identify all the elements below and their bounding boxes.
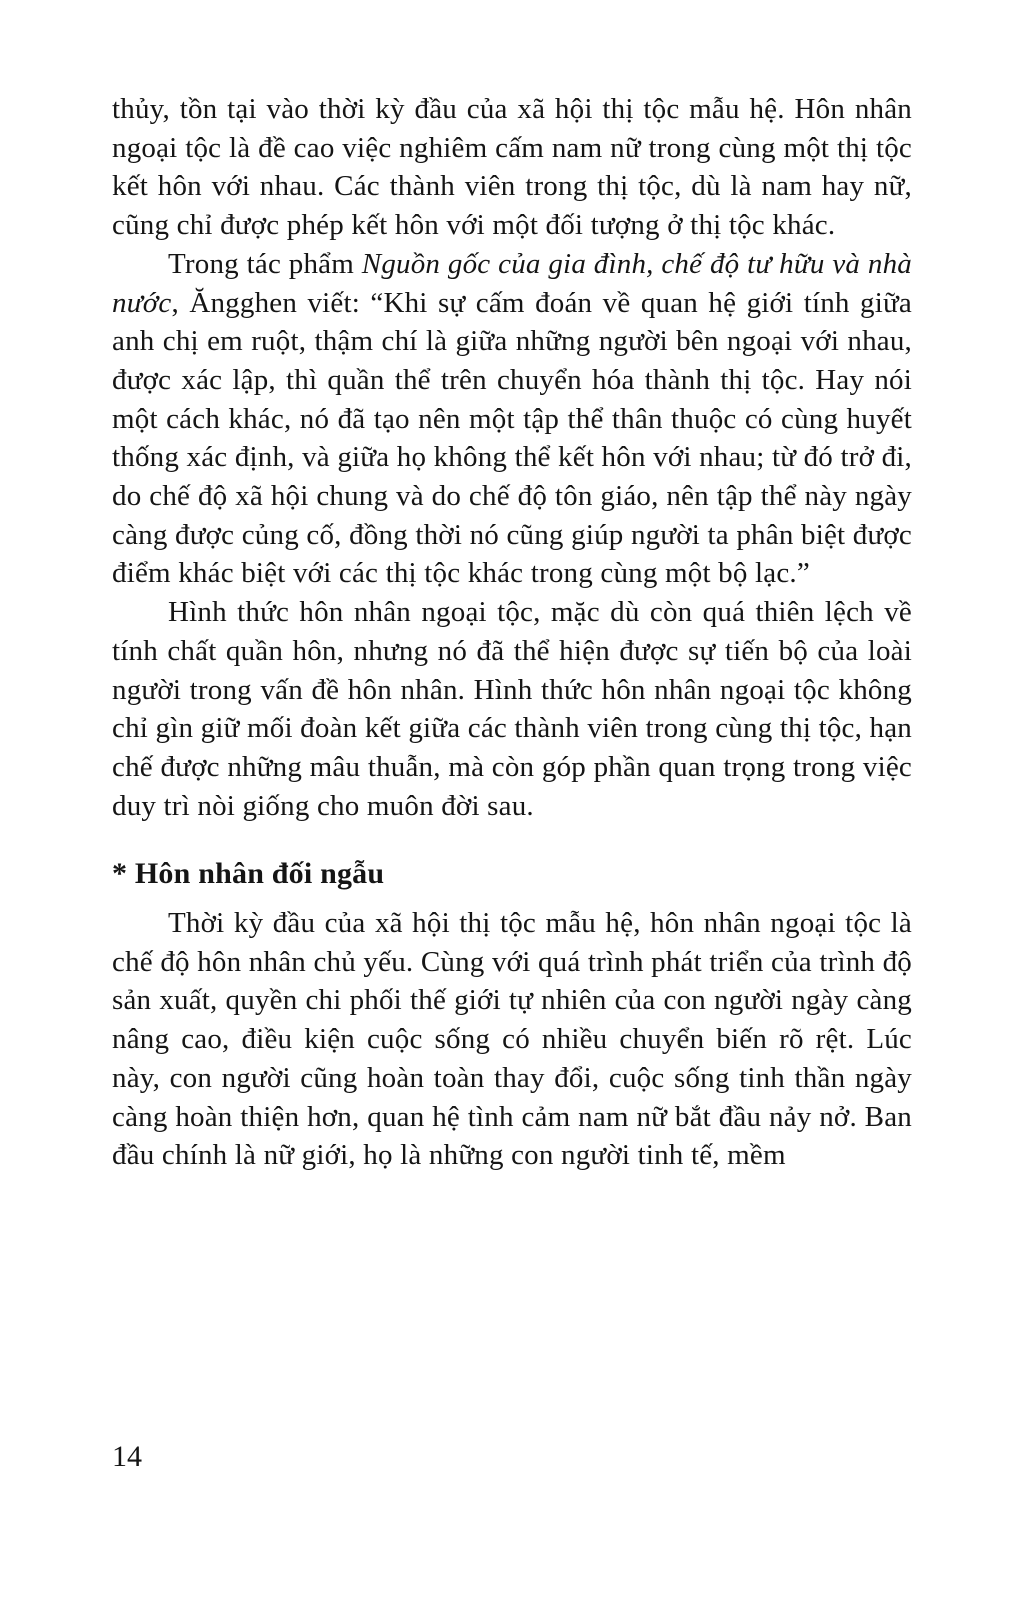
paragraph-text: Trong tác phẩm — [168, 247, 362, 280]
page-number: 14 — [112, 1440, 142, 1473]
section-heading: * Hôn nhân đối ngẫu — [112, 857, 385, 891]
body-paragraph: thủy, tồn tại vào thời kỳ đầu của xã hội thị tộc mẫu hệ. Hôn nhân ngoại tộc là đề cao việc nghiêm cấm nam nữ trong cùng một thị tộc kết hôn với nhau. Các thành viên trong thị tộc, dù là nam hay nữ, cũng chỉ được phép kết hôn với một đối tượng ở thị tộc khác. — [112, 93, 912, 242]
body-paragraph: Hình thức hôn nhân ngoại tộc, mặc dù còn quá thiên lệch về tính chất quần hôn, nhưng nó đã thể hiện được sự tiến bộ của loài người trong vấn đề hôn nhân. Hình thức hôn nhân ngoại tộc không chỉ gìn giữ mối đoàn kết giữa các thành viên trong cùng thị tộc, hạn chế được những mâu thuẫn, mà còn góp phần quan trọng trong việc duy trì nòi giống cho muôn đời sau. — [112, 596, 912, 822]
paragraph-text: , Ăngghen viết: “Khi sự cấm đoán về quan hệ giới tính giữa anh chị em ruột, thậm chí là giữa những người bên ngoại với nhau, được xác lập, thì quần thể trên chuyển hóa thành thị tộc. Hay nói một cách khác, nó đã tạo nên một tập thể thân thuộc có cùng huyết thống xác định, và giữa họ không thể kết hôn với nhau; từ đó trở đi, do chế độ xã hội chung và do chế độ tôn giáo, nên tập thể này ngày càng được củng cố, đồng thời nó cũng giúp người ta phân biệt được điểm khác biệt với các thị tộc khác trong cùng một bộ lạc.” — [112, 286, 912, 590]
body-paragraph — [112, 245, 912, 593]
book-title-italic: Nguồn gốc của gia đình, chế độ tư hữu và nhà nước — [112, 247, 912, 319]
body-paragraph: Thời kỳ đầu của xã hội thị tộc mẫu hệ, hôn nhân ngoại tộc là chế độ hôn nhân chủ yếu. Cùng với quá trình phát triển của trình độ sản xuất, quyền chi phối thế giới tự nhiên của con người ngày càng nâng cao, điều kiện cuộc sống có nhiều chuyển biến rõ rệt. Lúc này, con người cũng hoàn toàn thay đổi, cuộc sống tinh thần ngày càng hoàn thiện hơn, quan hệ tình cảm nam nữ bắt đầu nảy nở. Ban đầu chính là nữ giới, họ là những con người tinh tế, mềm — [112, 907, 912, 1172]
text-block — [112, 90, 912, 1175]
